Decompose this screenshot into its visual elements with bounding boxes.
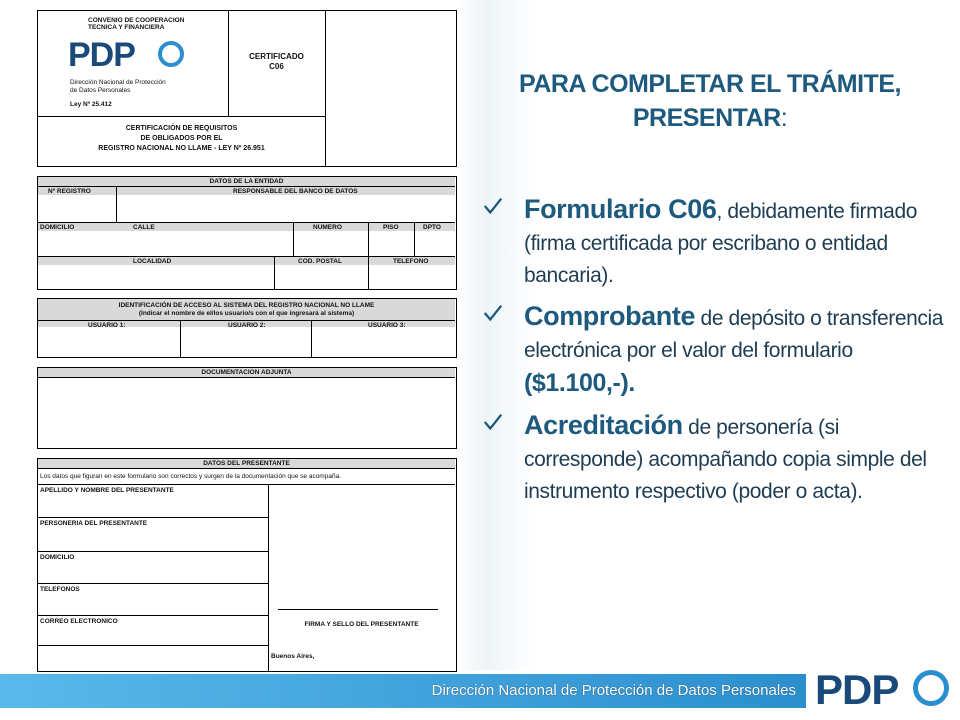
form-usuario-1: USUARIO 1: <box>88 322 126 329</box>
form-documentacion <box>37 367 457 449</box>
item-2-em: Comprobante <box>524 301 696 331</box>
form-lugar: Buenos Aires, <box>271 653 315 660</box>
item-3-em: Acreditación <box>524 410 683 440</box>
form-org-1: Dirección Nacional de Protección <box>70 79 166 86</box>
form-usuario-3: USUARIO 3: <box>368 322 406 329</box>
form-pdp-logo: PDP <box>68 36 135 74</box>
form-personeria: PERSONERIA DEL PRESENTANTE <box>40 520 148 527</box>
form-calle: CALLE <box>133 224 155 231</box>
form-numero: NUMERO <box>313 224 342 231</box>
form-cert-req-2: DE OBLIGADOS POR EL <box>140 135 223 142</box>
item-1-em: Formulario C06 <box>524 194 717 224</box>
form-localidad: LOCALIDAD <box>133 258 172 265</box>
form-doc-title: DOCUMENTACION ADJUNTA <box>201 369 292 376</box>
form-firma: FIRMA Y SELLO DEL PRESENTANTE <box>304 621 419 628</box>
form-piso: PISO <box>383 224 399 231</box>
form-convenio: CONVENIO DE COOPERACION <box>88 17 185 24</box>
list-item <box>478 300 948 401</box>
form-telefono: TELEFONO <box>393 258 429 265</box>
form-header <box>37 10 457 167</box>
item-2-rest: de depósito o transferencia electrónica por el valor del formulario <box>524 307 944 362</box>
footer-bar <box>0 674 806 708</box>
form-entidad-title: DATOS DE LA ENTIDAD <box>209 178 284 185</box>
form-cod-postal: COD. POSTAL <box>298 258 342 265</box>
form-telefonos: TELEFONOS <box>40 586 80 593</box>
requirements-list <box>478 193 948 516</box>
form-nro-registro: Nº REGISTRO <box>48 188 91 195</box>
item-1-rest: , debidamente firmado (firma certificada por escribano o entidad bancaria). <box>524 200 918 287</box>
form-responsable: RESPONSABLE DEL BANCO DE DATOS <box>233 188 358 195</box>
form-acceso-title: IDENTIFICACIÓN DE ACCESO AL SISTEMA DEL REGISTRO NACIONAL NO LLAME <box>118 302 375 309</box>
form-presentante-title: DATOS DEL PRESENTANTE <box>203 460 290 467</box>
title-line-2 <box>480 101 940 135</box>
check-icon <box>482 411 504 433</box>
form-cert-req-1: CERTIFICACIÓN DE REQUISITOS <box>125 125 238 132</box>
form-convenio-2: TECNICA Y FINANCIERA <box>88 24 165 31</box>
form-pres-domicilio: DOMICILIO <box>40 554 75 561</box>
form-logo-circle-icon <box>158 41 184 67</box>
form-dpto: DPTO <box>423 224 441 231</box>
form-acceso-subtitle: (Indicar el nombre de el/los usuario/s con el que ingresará al sistema) <box>138 310 355 317</box>
check-icon <box>482 195 504 217</box>
form-c06: C06 <box>269 62 284 71</box>
check-icon <box>482 302 504 324</box>
list-item <box>478 193 948 292</box>
list-item <box>478 409 948 508</box>
item-3-rest: de personería (si corresponde) acompañando copia simple del instrumento respectivo (poder o acta). <box>524 416 927 503</box>
footer-text: Dirección Nacional de Protección de Datos Personales <box>431 682 796 699</box>
title-colon: : <box>780 104 788 132</box>
form-usuario-2: USUARIO 2: <box>228 322 266 329</box>
form-acceso <box>37 298 457 358</box>
form-certificado: CERTIFICADO <box>249 52 304 61</box>
form-presentante-note: Los datos que figuran en este formulario son correctos y surgen de la documentación que se acompaña. <box>40 473 341 480</box>
form-ley: Ley Nº 25.412 <box>70 101 112 108</box>
item-2-price: ($1.100,-). <box>524 369 635 397</box>
form-org-2: de Datos Personales <box>70 87 131 94</box>
pdp-logo-circle-icon <box>913 670 949 706</box>
form-domicilio: DOMICILIO <box>40 224 75 231</box>
pdp-logo-icon: PDP <box>815 666 899 713</box>
form-apellido: APELLIDO Y NOMBRE DEL PRESENTANTE <box>40 487 174 494</box>
title-line-2-text: PRESENTAR <box>632 104 781 132</box>
form-entidad <box>37 176 457 290</box>
title-line-1: PARA COMPLETAR EL TRÁMITE, <box>519 70 901 98</box>
form-correo: CORREO ELECTRONICO <box>40 618 118 625</box>
form-cert-req-3: REGISTRO NACIONAL NO LLAME - LEY Nº 26.951 <box>98 145 265 152</box>
form-presentante <box>37 458 457 672</box>
slide-title <box>480 67 940 135</box>
